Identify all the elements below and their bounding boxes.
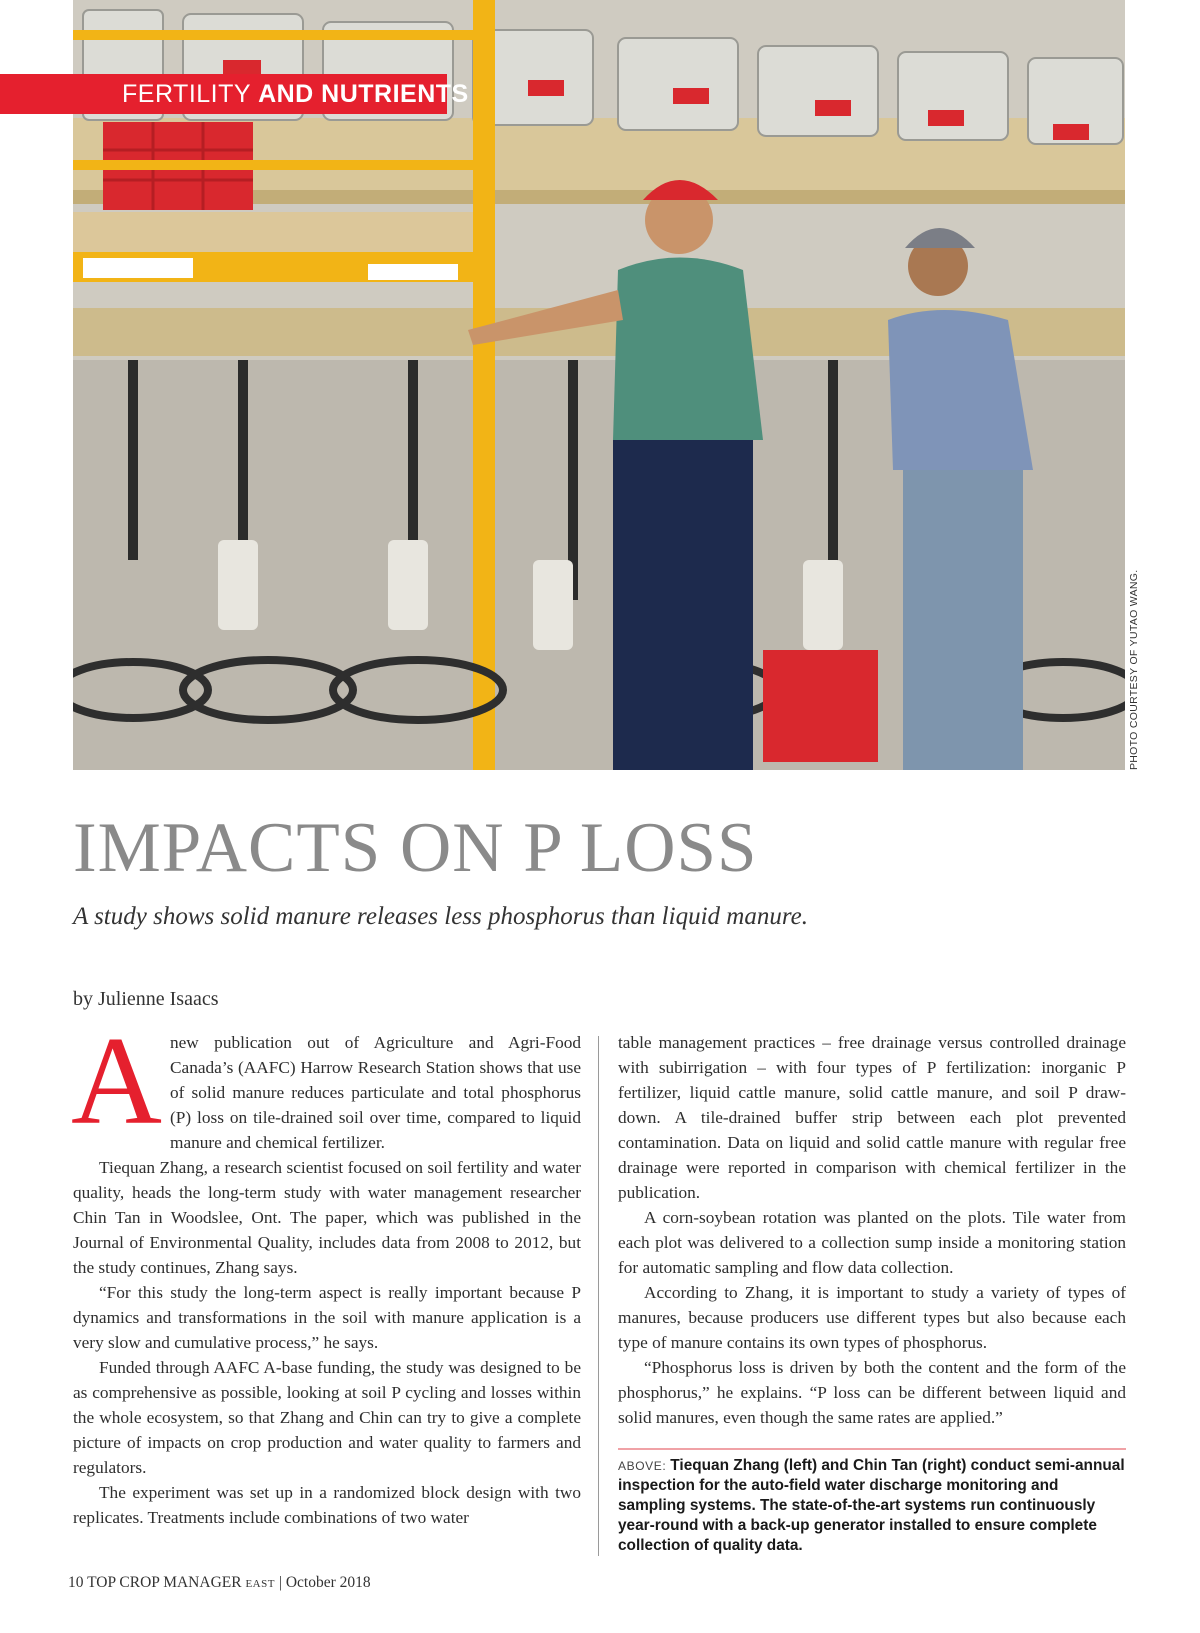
article-paragraph-text: new publication out of Agriculture and Agri-Food Canada’s (AAFC) Harrow Research Station shows that use of solid manure reduces particulate and total phosphorus (P) loss on tile-drained soil over time, compared to liquid manure and chemical fertilizer. [170, 1033, 581, 1152]
issue-date: October 2018 [285, 1574, 371, 1591]
article-column-right [618, 1030, 1126, 1430]
article-paragraph: According to Zhang, it is important to study a variety of types of manures, because producers use different types but also because each type of manure contains its own types of phosphorus. [618, 1283, 1126, 1352]
article-paragraph: The experiment was set up in a randomized block design with two replicates. Treatments include combinations of two water [73, 1483, 581, 1527]
caption-lead: ABOVE: [618, 1459, 667, 1473]
section-label-bold: AND NUTRIENTS [258, 80, 469, 108]
section-tab [0, 74, 469, 114]
article-paragraph: Tiequan Zhang, a research scientist focused on soil fertility and water quality, heads the long-term study with water management researcher Chin Tan in Woodslee, Ont. The paper, which was published in the Journal of Environmental Quality, includes data from 2008 to 2012, but the study continues, Zhang says. [73, 1158, 581, 1277]
photo-caption [618, 1456, 1126, 1556]
article-paragraph: “Phosphorus loss is driven by both the content and the form of the phosphorus,” he explains. “P loss can be different between liquid and solid manures, even though the same rates are applied.” [618, 1358, 1126, 1427]
drop-cap: A [71, 1012, 162, 1151]
photo-credit: PHOTO COURTESY OF YUTAO WANG. [1128, 569, 1140, 770]
byline: by Julienne Isaacs [73, 988, 219, 1010]
magazine-name: TOP CROP MANAGER [87, 1574, 242, 1591]
page-number: 10 [68, 1574, 84, 1591]
headline: IMPACTS ON P LOSS [73, 809, 758, 887]
page-footer [68, 1574, 371, 1592]
article-paragraph [71, 1012, 581, 1155]
caption-divider [618, 1448, 1126, 1450]
footer-separator: | [278, 1574, 282, 1591]
magazine-edition: EAST [245, 1578, 275, 1590]
article-column-left [71, 1012, 581, 1530]
deck-subtitle: A study shows solid manure releases less phosphorus than liquid manure. [73, 903, 808, 930]
photo-illustration [73, 0, 1125, 770]
article-paragraph: table management practices – free drainage versus controlled drainage with subirrigation – with four types of P fertilization: inorganic P fertilizer, liquid cattle manure, solid cattle manure, and soil P draw-down. A tile-drained buffer strip between each plot prevented contamination. Data on liquid and solid cattle manure with regular free drainage were reported in comparison with chemical fertilizer in the publication. [618, 1033, 1126, 1202]
article-paragraph: A corn-soybean rotation was planted on the plots. Tile water from each plot was delivered to a collection sump inside a monitoring station for automatic sampling and flow data collection. [618, 1208, 1126, 1277]
article-paragraph: “For this study the long-term aspect is really important because P dynamics and transformations in the soil with manure application is a very slow and cumulative process,” he says. [73, 1283, 581, 1352]
article-paragraph: Funded through AAFC A-base funding, the study was designed to be as comprehensive as possible, looking at soil P cycling and losses within the whole ecosystem, so that Zhang and Chin can try to give a complete picture of impacts on crop production and water quality to farmers and regulators. [73, 1358, 581, 1477]
caption-text: Tiequan Zhang (left) and Chin Tan (right) conduct semi-annual inspection for the auto-field water discharge monitoring and sampling systems. The state-of-the-art systems run continuously year-round with a back-up generator installed to ensure complete collection of quality data. [618, 1457, 1125, 1554]
column-divider [598, 1036, 599, 1556]
section-label-light: FERTILITY [122, 80, 251, 108]
hero-photo [73, 0, 1125, 770]
